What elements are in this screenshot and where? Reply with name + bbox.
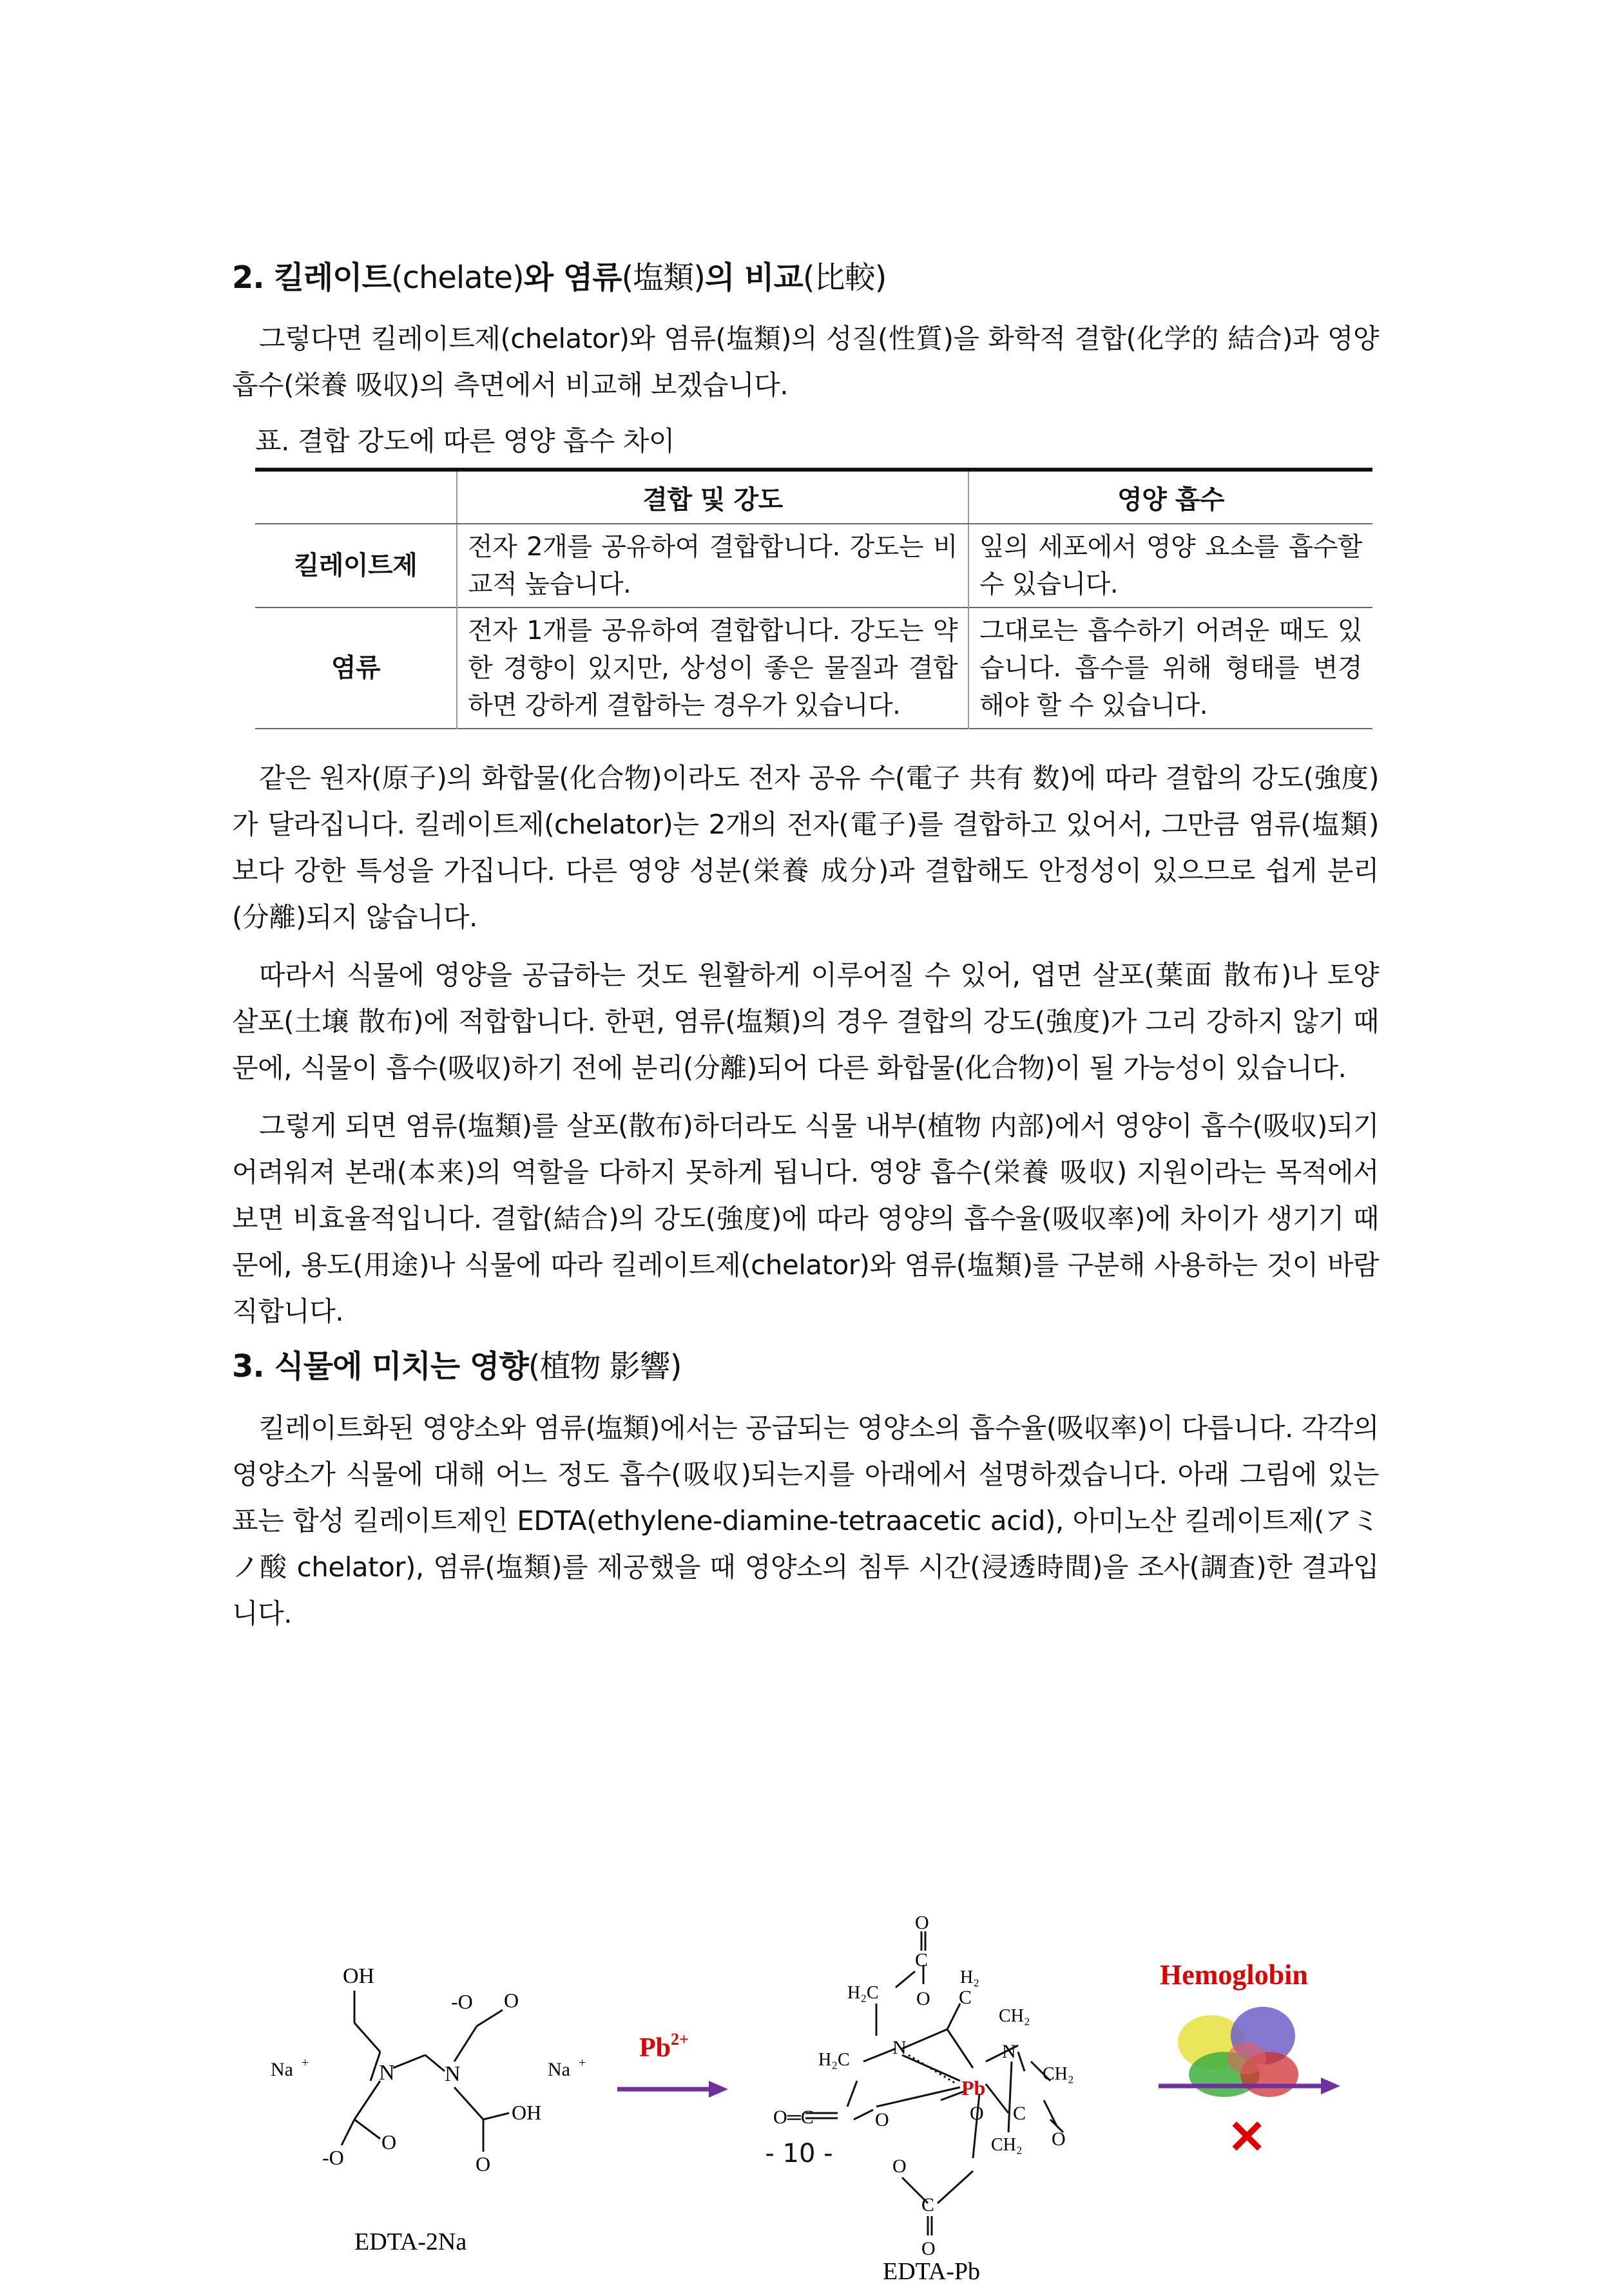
section2-title-part: 킬레이트 [274, 260, 391, 296]
section3-heading [232, 1346, 1379, 1386]
atom-o: O [921, 2238, 936, 2259]
table-row [255, 524, 1372, 607]
atom-c: C [1013, 2103, 1026, 2124]
table-header-row [255, 470, 1372, 524]
label-edta-pb: EDTA-Pb [883, 2258, 981, 2285]
atom-c: C [915, 1949, 929, 1971]
atom-h2c: H₂C [818, 2050, 850, 2070]
table-row [255, 607, 1372, 729]
charge-plus: + [302, 2056, 309, 2070]
atom-oh: OH [343, 1964, 375, 1988]
atom-o-minus: -O [322, 2146, 344, 2169]
cell-bond: 전자 2개를 공유하여 결합합니다. 강도는 비교적 높습니다. [457, 524, 968, 607]
atom-na: Na [271, 2059, 293, 2080]
atom-n: N [379, 2061, 395, 2085]
atom-o: O [476, 2152, 491, 2176]
cell-absorb: 잎의 세포에서 영양 요소를 흡수할 수 있습니다. [968, 524, 1372, 607]
atom-o: O [504, 1989, 519, 2012]
cell-bond: 전자 1개를 공유하여 결합합니다. 강도는 약한 경향이 있지만, 상성이 좋은 물질과 결합하면 강하게 결합하는 경우가 있습니다. [457, 607, 968, 729]
section3-title: 식물에 미치는 영향 [274, 1348, 528, 1385]
table-caption: 표. 결합 강도에 따른 영양 흡수 차이 [255, 425, 675, 457]
table-header-empty [255, 470, 457, 524]
atom-h2c: H₂C [847, 1983, 879, 2003]
table-header-absorb: 영양 흡수 [968, 470, 1372, 524]
atom-ch2: CH₂ [1043, 2064, 1074, 2084]
body-paragraph-3: 그렇게 되면 염류(塩類)를 살포(散布)하더라도 식물 내부(植物 内部)에서 영양이 흡수(吸収)되기 어려워져 본래(本来)의 역할을 다하지 못하게 됩니다. 영양 흡수(栄養 吸収) 지원이라는 목적에서 보면 비효율적입니다. 결합(結合)의 강도(強度)에 따라 영양의 흡수율(吸収率)에 차이가 생기기 때문에, 용도(用途)나 식물에 따라 킬레이트제(chelator)와 염류(塩類)를 구분해 사용하는 것이 바람직합니다. [232, 1110, 1379, 1328]
atom-o: O [1052, 2129, 1066, 2150]
section2-title-part: 와 염류 [523, 260, 622, 296]
section2-title-paren: (chelate) [390, 260, 524, 296]
label-edta-2na: EDTA-2Na [354, 2228, 467, 2255]
label-pb: $Pb^{2+}$ [639, 2030, 689, 2063]
page-number: - 10 - [765, 2139, 833, 2168]
atom-h2: H₂ [960, 1967, 979, 1987]
section2-number: 2. [232, 260, 264, 296]
section2-intro: 그렇다면 킬레이트제(chelator)와 염류(塩類)의 성질(性質)을 화학적 결합(化学的 結合)과 영양 흡수(栄養 吸収)의 측면에서 비교해 보겠습니다. [232, 323, 1379, 401]
arrow-head-1 [709, 2081, 728, 2098]
section3-number: 3. [232, 1348, 264, 1385]
atom-o-minus: -O [451, 1990, 473, 2013]
atom-o: O [916, 1988, 930, 2009]
cell-absorb: 그대로는 흡수하기 어려운 때도 있습니다. 흡수를 위해 형태를 변경해야 할 수 있습니다. [968, 607, 1372, 729]
atom-o: O [381, 2130, 397, 2154]
atom-c: C [921, 2194, 935, 2215]
atom-ch2: CH₂ [999, 2006, 1030, 2026]
atom-o: O [875, 2109, 889, 2130]
atom-n: N [1002, 2041, 1016, 2062]
atom-o: O [970, 2103, 984, 2124]
atom-o-double-c: O═C [773, 2107, 814, 2128]
atom-o: O [892, 2156, 907, 2177]
section2-heading [232, 258, 1379, 298]
section2-title-paren: (塩類) [621, 260, 706, 296]
atom-o: O [915, 1912, 929, 1933]
edta-pb-structure [805, 1931, 1063, 2235]
atom-na: Na [548, 2059, 570, 2080]
section2-title-paren: (比較) [802, 260, 887, 296]
edta-2na-structure [342, 1991, 509, 2152]
arrow-head-2 [1321, 2078, 1340, 2094]
row-name-chelator: 킬레이트제 [294, 551, 418, 581]
hemoglobin-protein-image [1178, 2007, 1298, 2097]
row-name-salt: 염류 [331, 653, 381, 684]
section3-paragraph: 킬레이트화된 영양소와 염류(塩類)에서는 공급되는 영양소의 흡수율(吸収率)이 다릅니다. 각각의 영양소가 식물에 대해 어느 정도 흡수(吸収)되는지를 아래에서 설명하겠습니다. 아래 그림에 있는 표는 합성 킬레이트제인 EDTA(ethylene-diamine-tetraacetic acid), 아미노산 킬레이트제(アミノ酸 chelator), 염류(塩類)를 제공했을 때 영양소의 침투 시간(浸透時間)을 조사(調査)한 결과입니다. [232, 1411, 1379, 1629]
atom-ch2: CH₂ [991, 2135, 1023, 2155]
comparison-table [255, 468, 1372, 729]
label-hemoglobin: Hemoglobin [1160, 1959, 1308, 1991]
atom-pb: Pb [961, 2076, 986, 2100]
body-paragraph-1: 같은 원자(原子)의 화합물(化合物)이라도 전자 공유 수(電子 共有 数)에 따라 결합의 강도(強度)가 달라집니다. 킬레이트제(chelator)는 2개의 전자(電子)를 결합하고 있어서, 그만큼 염류(塩類)보다 강한 특성을 가집니다. 다른 영양 성분(栄養 成分)과 결합해도 안정성이 있으므로 쉽게 분리(分離)되지 않습니다. [232, 762, 1379, 933]
atom-c: C [959, 1987, 972, 2008]
atom-oh: OH [512, 2101, 542, 2124]
table-header-bond: 결합 및 강도 [457, 470, 968, 524]
edta-chelation-figure [232, 1907, 1379, 2293]
atom-n: N [445, 2062, 461, 2086]
blocked-cross-icon: ✕ [1227, 2112, 1267, 2163]
section3-title-paren: (植物 影響) [528, 1348, 682, 1385]
charge-plus: + [579, 2056, 586, 2070]
section2-title-part: 의 비교 [705, 260, 803, 296]
atom-n: N [892, 2037, 907, 2058]
edta-diagram [232, 1907, 1379, 2293]
body-paragraph-2: 따라서 식물에 영양을 공급하는 것도 원활하게 이루어질 수 있어, 엽면 살포(葉面 散布)나 토양 살포(土壌 散布)에 적합합니다. 한편, 염류(塩類)의 경우 결합의 강도(強度)가 그리 강하지 않기 때문에, 식물이 흡수(吸収)하기 전에 분리(分離)되어 다른 화합물(化合物)이 될 가능성이 있습니다. [232, 959, 1379, 1084]
